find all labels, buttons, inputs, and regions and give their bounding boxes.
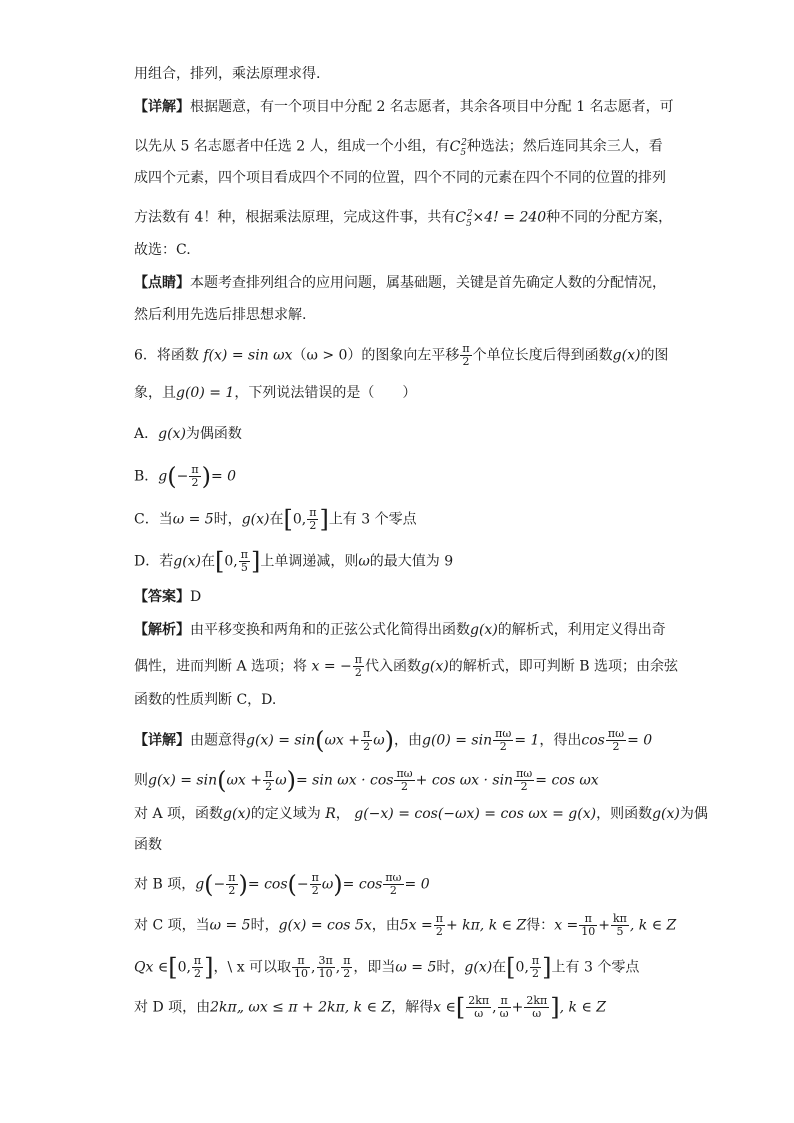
option-b: B．g(− $\frac{\pi}{2}$ )= 0 xyxy=(134,462,237,491)
question-line: 6．将函数 f(x) = sin ωx（ω > 0）的图象向左平移 $\frac{\pi}{2}$ 个单位长度后得到函数g(x)的图 xyxy=(134,342,669,368)
text-line: 对 C 项，当ω = 5时，g(x) = cos 5x，由5x = $\frac{\pi}{2}$ + kπ, k ∈ Z得：x = $\frac{\pi}{10}$ + $\frac{k\pi}{5}$ , k ∈ Z xyxy=(134,912,677,938)
text-line: 对 A 项，函数g(x)的定义域为 R， g(−x) = cos(−ωx) = cos ωx = g(x)，则函数g(x)为偶 xyxy=(134,806,708,822)
text-line: 偶性，进而判断 A 选项；将 x = − $\frac{\pi}{2}$ 代入函数g(x)的解析式，即可判断 B 选项；由余弦 xyxy=(134,653,678,679)
text-line: 对 B 项，g(− $\frac{\pi}{2}$ )= cos(− $\frac{\pi}{2}$ ω)= cos $\frac{\pi\omega}{2}$ = 0 xyxy=(134,870,430,899)
text-line: 函数 xyxy=(134,837,162,853)
text-line: 故选：C. xyxy=(134,242,191,258)
question-line: 象，且g(0) = 1，下列说法错误的是（ ） xyxy=(134,385,417,401)
text-line: 成四个元素，四个项目看成四个不同的位置，四个不同的元素在四个不同的位置的排列 xyxy=(134,170,666,186)
text-line: 用组合，排列，乘法原理求得. xyxy=(134,66,321,82)
option-d: D．若g(x)在[0, $\frac{\pi}{5}$ ]上单调递减，则ω的最大值为 9 xyxy=(134,547,454,576)
text-line: 【详解】根据题意，有一个项目中分配 2 名志愿者，其余各项目中分配 1 名志愿者，可 xyxy=(134,99,674,115)
section-tag: 【解析】 xyxy=(134,622,190,638)
text-line: 则g(x) = sin(ωx + $\frac{\pi}{2}$ ω)= sin ωx · cos $\frac{\pi\omega}{2}$ + cos ωx · sin $\frac{\pi\omega}{2}$ = cos ωx xyxy=(134,766,599,795)
text-line: 对 D 项，由2kπ„ ωx ≤ π + 2kπ, k ∈ Z，解得x ∈[ $\frac{2k\pi}{\omega}$ , $\frac{\pi}{\omega}$ + $\frac{2k\pi}{\omega}$ ], k ∈ Z xyxy=(134,993,606,1022)
text-line: 【点睛】本题考查排列组合的应用问题，属基础题，关键是首先确定人数的分配情况， xyxy=(134,275,666,291)
math: $C_5^2$ xyxy=(455,209,473,229)
section-tag: 【详解】 xyxy=(134,99,190,115)
text-line: 然后利用先选后排思想求解. xyxy=(134,307,307,323)
answer-line: 【答案】D xyxy=(134,589,202,605)
section-tag: 【详解】 xyxy=(134,732,190,749)
text-line: 【详解】由题意得g(x) = sin(ωx + $\frac{\pi}{2}$ ω)，由g(0) = sin $\frac{\pi\omega}{2}$ = 1，得出cos $\frac{\pi\omega}{2}$ = 0 xyxy=(134,726,653,755)
text-line: 以先从 5 名志愿者中任选 2 人，组成一个小组，有$C_5^2$种选法；然后连同其余三人，看 xyxy=(134,138,663,158)
text-line: 方法数有 4！种，根据乘法原理，完成这件事，共有$C_5^2\times 4$! = 240种不同的分配方案， xyxy=(134,209,673,229)
option-c: C．当ω = 5时，g(x)在[0, $\frac{\pi}{2}$ ]上有 3 个零点 xyxy=(134,505,417,534)
text-line: 函数的性质判断 C，D. xyxy=(134,692,277,708)
option-a: A．g(x)为偶函数 xyxy=(134,426,242,442)
text-line: Qx ∈[0, $\frac{\pi}{2}$ ]，\ x 可以取 $\frac{\pi}{10}$ , $\frac{3\pi}{10}$ , $\frac{\pi}{2}$ ，即当ω = 5时，g(x)在[0, $\frac{\pi}{2}$ ]上有 3 个零点 xyxy=(134,953,640,982)
section-tag: 【答案】 xyxy=(134,589,190,605)
text-line: 【解析】由平移变换和两角和的正弦公式化简得出函数g(x)的解析式，利用定义得出奇 xyxy=(134,622,666,638)
math: $C_5^2$ xyxy=(449,138,467,158)
section-tag: 【点睛】 xyxy=(134,275,190,291)
